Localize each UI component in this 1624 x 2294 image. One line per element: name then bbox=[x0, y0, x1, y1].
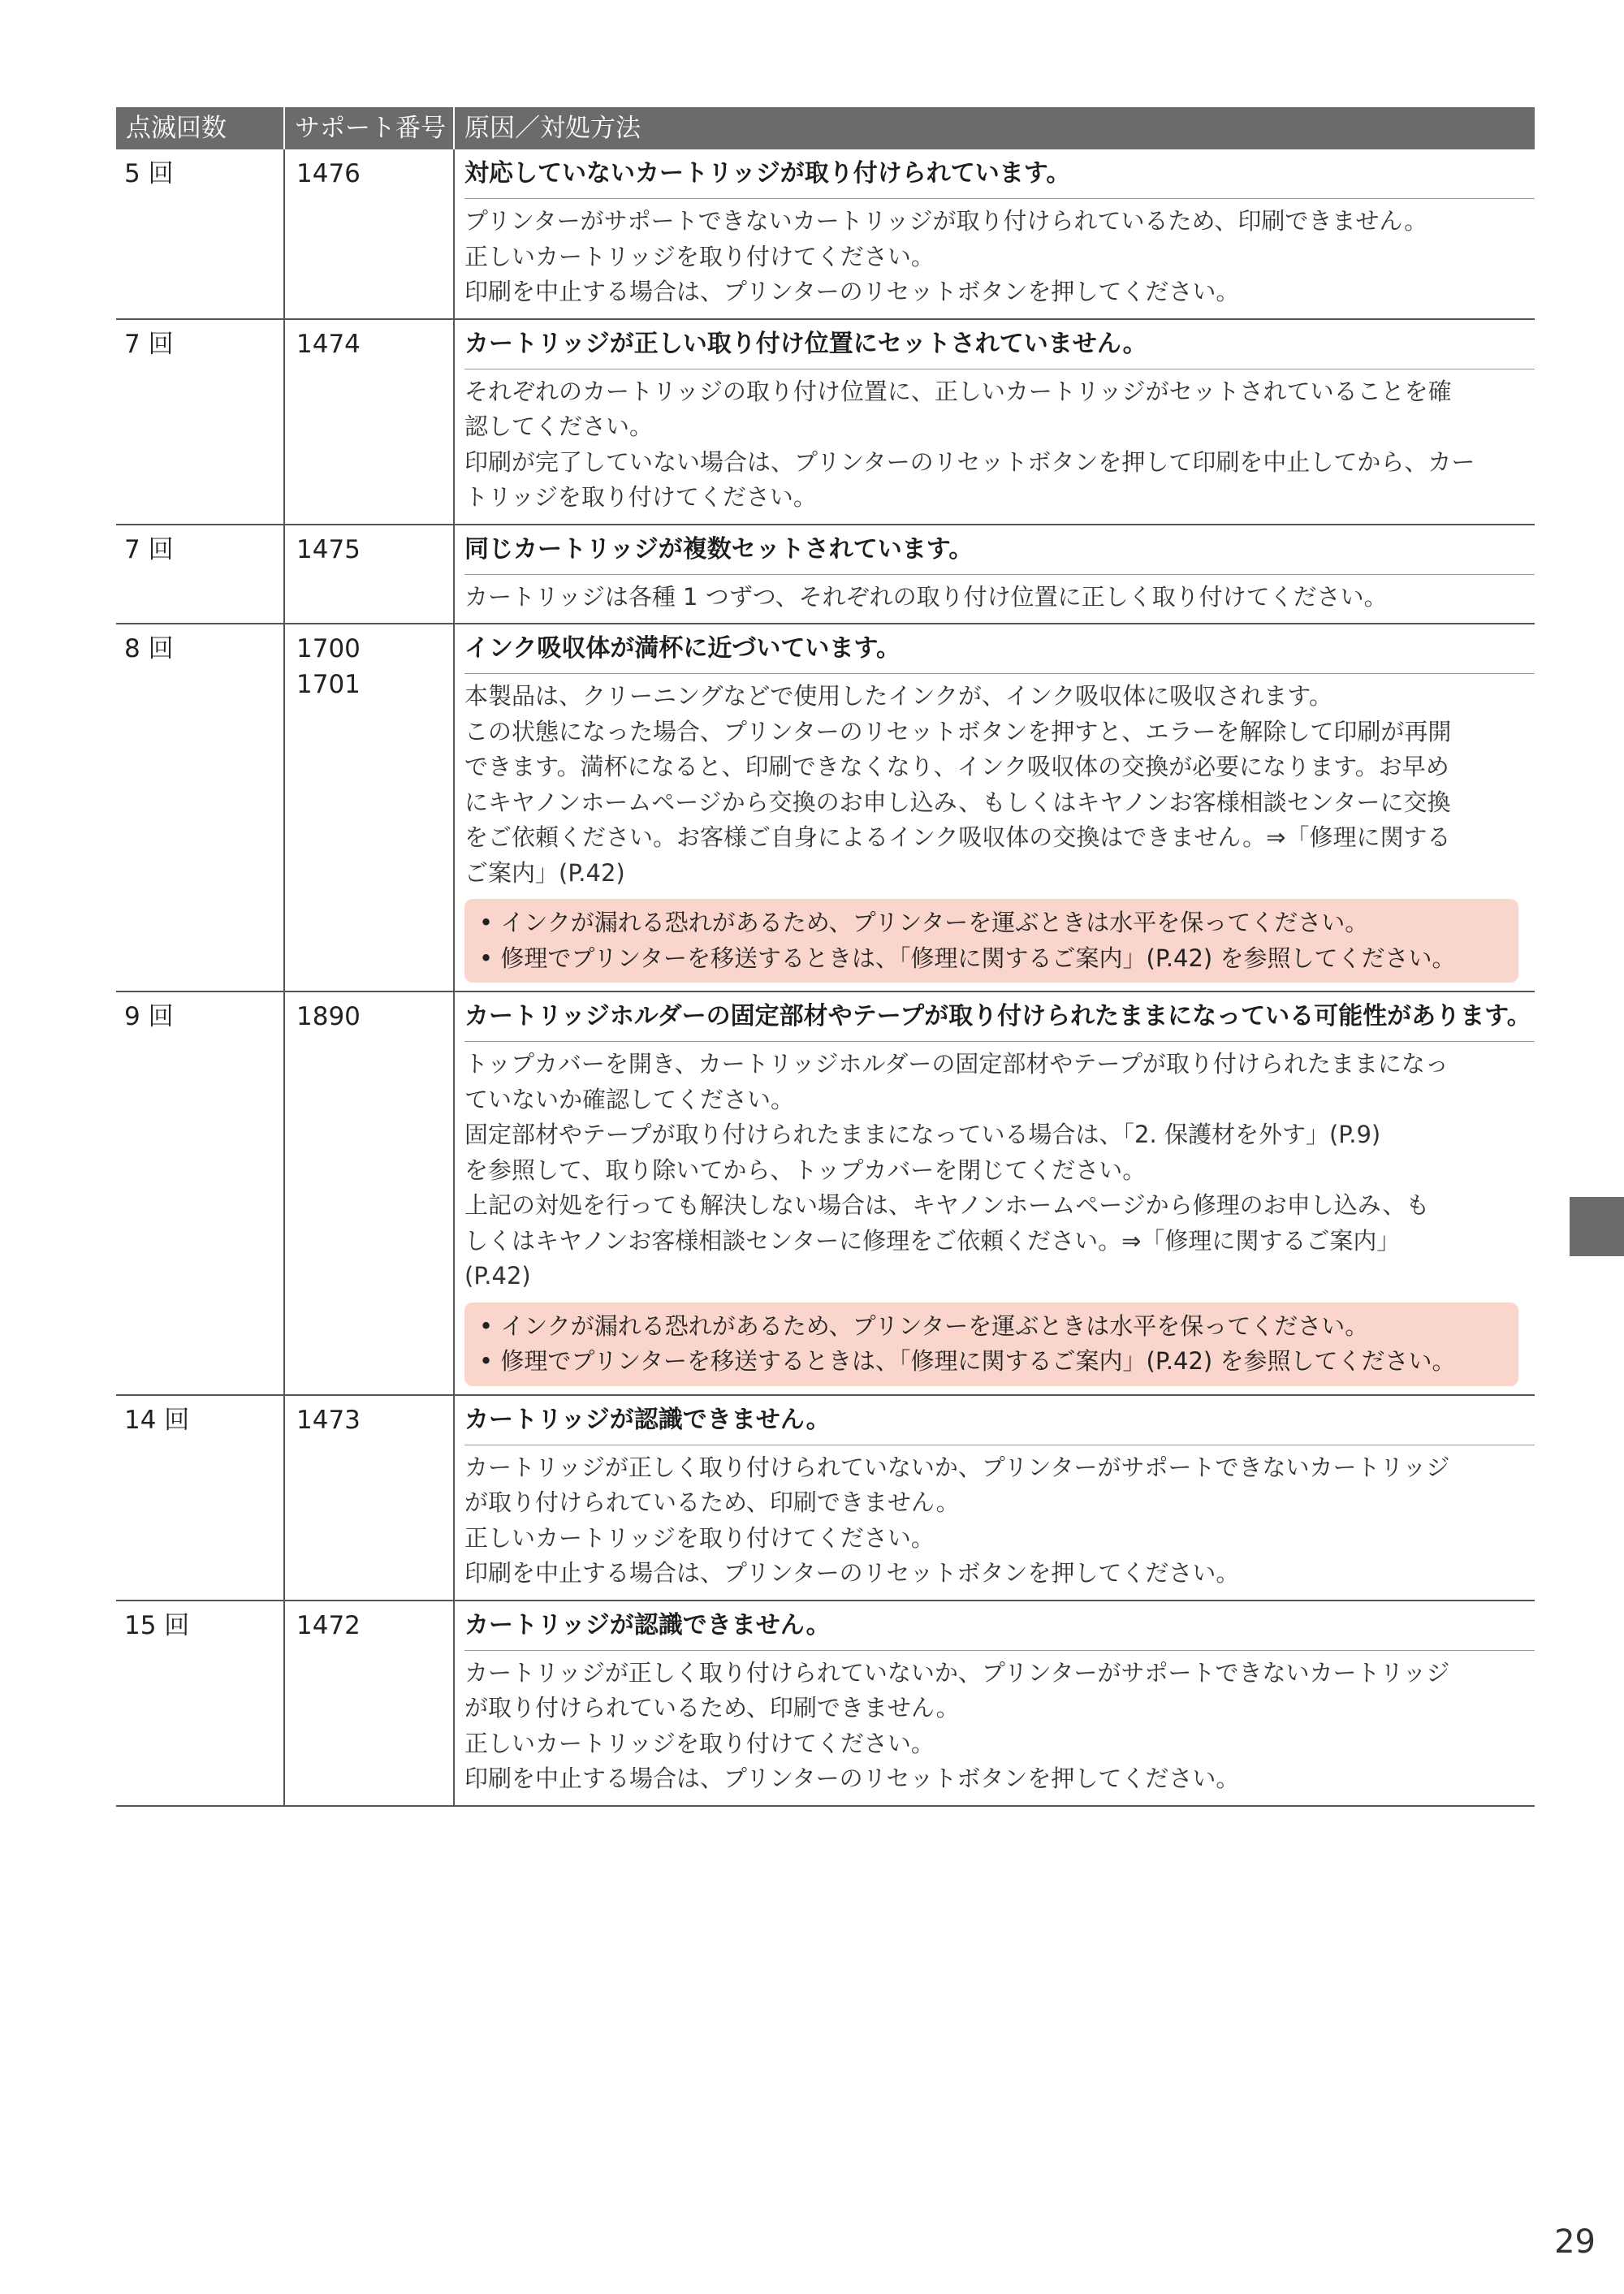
caution-line: • 修理でプリンターを移送するときは、「修理に関するご案内」(P.42) を参照してください。 bbox=[479, 1347, 1456, 1375]
error-title: 対応していないカートリッジが取り付けられています。 bbox=[464, 156, 1535, 199]
cause-solution-cell bbox=[455, 624, 1535, 991]
solution-line: (P.42) bbox=[464, 1262, 531, 1290]
solution-line: 正しいカートリッジを取り付けてください。 bbox=[464, 242, 935, 270]
table-row bbox=[116, 524, 1535, 624]
support-code-cell bbox=[285, 525, 455, 624]
support-code: 1890 bbox=[296, 1002, 361, 1031]
solution-line: 印刷を中止する場合は、プリンターのリセットボタンを押してください。 bbox=[464, 1559, 1240, 1587]
header-cause-solution: 原因／対処方法 bbox=[464, 114, 641, 143]
solution-text bbox=[464, 674, 1528, 891]
table-row bbox=[116, 623, 1535, 991]
solution-line: 印刷を中止する場合は、プリンターのリセットボタンを押してください。 bbox=[464, 1765, 1240, 1792]
solution-line: をご依頼ください。お客様ご自身によるインク吸収体の交換はできません。⇒「修理に関する bbox=[464, 823, 1451, 851]
cause-solution-cell bbox=[455, 320, 1535, 524]
solution-line: 本製品は、クリーニングなどで使用したインクが、インク吸収体に吸収されます。 bbox=[464, 682, 1332, 710]
cause-solution-cell bbox=[455, 149, 1535, 318]
support-code-cell bbox=[285, 992, 455, 1394]
support-code: 1474 bbox=[296, 329, 361, 359]
solution-line: が取り付けられているため、印刷できません。 bbox=[464, 1488, 960, 1516]
support-code-cell bbox=[285, 624, 455, 991]
solution-line: ていないか確認してください。 bbox=[464, 1085, 795, 1113]
support-code: 1701 bbox=[296, 670, 361, 699]
solution-line: カートリッジが正しく取り付けられていないか、プリンターがサポートできないカートリッジ bbox=[464, 1658, 1450, 1687]
solution-line: この状態になった場合、プリンターのリセットボタンを押すと、エラーを解除して印刷が再開 bbox=[464, 717, 1452, 745]
table-row bbox=[116, 991, 1535, 1394]
solution-text bbox=[464, 1445, 1528, 1592]
solution-line: カートリッジは各種 1 つずつ、それぞれの取り付け位置に正しく取り付けてください。 bbox=[464, 582, 1388, 611]
support-code-cell bbox=[285, 320, 455, 524]
solution-line: トリッジを取り付けてください。 bbox=[464, 483, 817, 511]
side-index-tab bbox=[1570, 1197, 1624, 1256]
error-title: インク吸収体が満杯に近づいています。 bbox=[464, 631, 1535, 674]
solution-text bbox=[464, 575, 1528, 616]
support-code: 1700 bbox=[296, 634, 361, 663]
header-blink-count: 点滅回数 bbox=[116, 107, 285, 149]
cause-solution-cell bbox=[455, 992, 1535, 1394]
solution-text bbox=[464, 1042, 1528, 1294]
error-title: カートリッジが正しい取り付け位置にセットされていません。 bbox=[464, 326, 1535, 369]
solution-line: を参照して、取り除いてから、トップカバーを閉じてください。 bbox=[464, 1156, 1147, 1184]
solution-text bbox=[464, 1651, 1528, 1797]
table-header bbox=[116, 107, 1535, 149]
solution-line: 上記の対処を行っても解決しない場合は、キヤノンホームページから修理のお申し込み、も bbox=[464, 1191, 1430, 1219]
blink-count: 14 回 bbox=[116, 1396, 285, 1600]
solution-line: が取り付けられているため、印刷できません。 bbox=[464, 1694, 960, 1722]
support-code: 1472 bbox=[296, 1610, 361, 1640]
blink-count: 15 回 bbox=[116, 1601, 285, 1805]
support-code: 1476 bbox=[296, 159, 361, 188]
error-title: カートリッジが認識できません。 bbox=[464, 1402, 1535, 1445]
solution-line: ご案内」(P.42) bbox=[464, 858, 625, 887]
table-body bbox=[116, 149, 1535, 1805]
solution-line: カートリッジが正しく取り付けられていないか、プリンターがサポートできないカートリッジ bbox=[464, 1453, 1450, 1481]
error-title: 同じカートリッジが複数セットされています。 bbox=[464, 532, 1535, 575]
solution-line: 正しいカートリッジを取り付けてください。 bbox=[464, 1523, 935, 1552]
cause-solution-cell bbox=[455, 1601, 1535, 1805]
error-table bbox=[116, 107, 1535, 1807]
solution-text bbox=[464, 199, 1528, 310]
page-number: 29 bbox=[1554, 2223, 1596, 2261]
table-row bbox=[116, 1394, 1535, 1600]
support-code-cell bbox=[285, 1396, 455, 1600]
caution-note bbox=[464, 899, 1518, 983]
cause-solution-cell bbox=[455, 525, 1535, 624]
solution-line: 印刷を中止する場合は、プリンターのリセットボタンを押してください。 bbox=[464, 278, 1240, 305]
support-code-cell bbox=[285, 1601, 455, 1805]
table-row bbox=[116, 1600, 1535, 1805]
error-title: カートリッジが認識できません。 bbox=[464, 1608, 1535, 1651]
solution-line: それぞれのカートリッジの取り付け位置に、正しいカートリッジがセットされていることを確 bbox=[464, 377, 1452, 405]
blink-count: 8 回 bbox=[116, 624, 285, 991]
solution-text bbox=[464, 369, 1528, 516]
solution-line: 印刷が完了していない場合は、プリンターのリセットボタンを押して印刷を中止してから、カー bbox=[464, 447, 1475, 476]
solution-line: 正しいカートリッジを取り付けてください。 bbox=[464, 1729, 935, 1757]
solution-line: できます。満杯になると、印刷できなくなり、インク吸収体の交換が必要になります。お早め bbox=[464, 753, 1449, 780]
table-row bbox=[116, 318, 1535, 524]
support-code: 1473 bbox=[296, 1405, 361, 1435]
table-row bbox=[116, 149, 1535, 318]
caution-note bbox=[464, 1303, 1518, 1386]
blink-count: 7 回 bbox=[116, 525, 285, 624]
solution-line: 固定部材やテープが取り付けられたままになっている場合は、「2. 保護材を外す」(P.9) bbox=[464, 1121, 1381, 1148]
blink-count: 9 回 bbox=[116, 992, 285, 1394]
solution-line: トップカバーを開き、カートリッジホルダーの固定部材やテープが取り付けられたままになっ bbox=[464, 1050, 1449, 1078]
solution-line: 認してください。 bbox=[464, 413, 654, 440]
support-code: 1475 bbox=[296, 534, 361, 564]
error-title: カートリッジホルダーの固定部材やテープが取り付けられたままになっている可能性があります。 bbox=[464, 999, 1535, 1042]
support-code-cell bbox=[285, 149, 455, 318]
caution-line: • 修理でプリンターを移送するときは、「修理に関するご案内」(P.42) を参照してください。 bbox=[479, 944, 1456, 972]
cause-solution-cell bbox=[455, 1396, 1535, 1600]
header-support-code: サポート番号 bbox=[285, 107, 455, 149]
solution-line: プリンターがサポートできないカートリッジが取り付けられているため、印刷できません。 bbox=[464, 207, 1428, 235]
caution-line: • インクが漏れる恐れがあるため、プリンターを運ぶときは水平を保ってください。 bbox=[479, 909, 1369, 936]
solution-line: しくはキヤノンお客様相談センターに修理をご依頼ください。⇒「修理に関するご案内」 bbox=[464, 1226, 1401, 1255]
solution-line: にキヤノンホームページから交換のお申し込み、もしくはキヤノンお客様相談センターに交換 bbox=[464, 788, 1451, 816]
blink-count: 7 回 bbox=[116, 320, 285, 524]
blink-count: 5 回 bbox=[116, 149, 285, 318]
caution-line: • インクが漏れる恐れがあるため、プリンターを運ぶときは水平を保ってください。 bbox=[479, 1311, 1369, 1340]
